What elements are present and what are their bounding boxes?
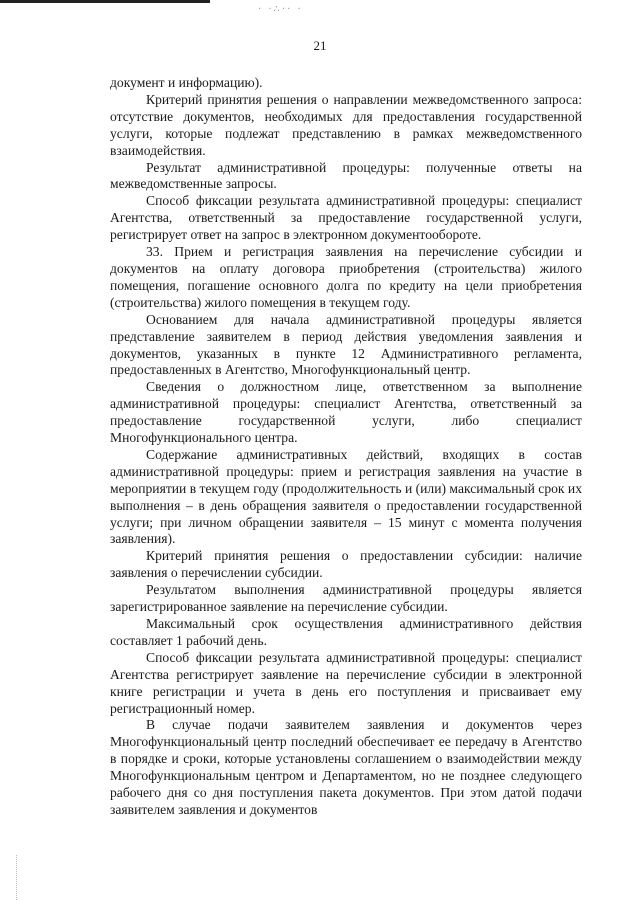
paragraph: Способ фиксации результата административной процедуры: специалист Агентства регистрирует заявление на перечисление субсидии в электронной книге регистрации и учета в день его поступления и присваивает ему регистрационный номер. — [110, 649, 582, 716]
paragraph: Максимальный срок осуществления административного действия составляет 1 рабочий день. — [110, 616, 582, 648]
paragraph: Результатом выполнения административной процедуры является зарегистрированное заявление на перечисление субсидии. — [110, 582, 582, 615]
paragraph: Сведения о должностном лице, ответственном за выполнение административной процедуры: специалист Агентства, ответственный за предоставление государственной услуги, либо специалист Многофункционального центра. — [110, 379, 582, 446]
scan-top-line — [0, 0, 210, 3]
paragraph: Критерий принятия решения о направлении межведомственного запроса: отсутствие документов, необходимых для предоставления государственной услуги, которые подлежат представлению в рамках межведомственного взаимодействия. — [110, 91, 582, 158]
paragraph: Результат административной процедуры: полученные ответы на межведомственные запросы. — [110, 159, 582, 192]
paragraph: Способ фиксации результата административной процедуры: специалист Агентства, ответственный за предоставление государственной услуги, регистрирует ответ на запрос в электронном документообороте. — [110, 193, 582, 243]
paragraph: Содержание административных действий, входящих в состав административной процедуры: прием и регистрация заявления на участие в мероприятии в текущем году (продолжительность и (или) максимальный срок их выполнения – в день обращения заявителя о предоставлении государственной услуги; при личном обращении заявителя – 15 минут с момента получения заявления). — [110, 446, 582, 547]
document-body — [110, 75, 582, 819]
paragraph: документ и информацию). — [110, 75, 263, 90]
scan-artifact-mark: · ·∴·· · — [258, 4, 303, 15]
paragraph: Основанием для начала административной процедуры является представление заявителем в период действия уведомления заявления и документов, указанных в пункте 12 Административного регламента, предоставленных в Агентство, Многофункциональный центр. — [110, 311, 582, 378]
paragraph: 33. Прием и регистрация заявления на перечисление субсидии и документов на оплату договора приобретения (строительства) жилого помещения, погашение основного долга по кредиту на цели приобретения (строительства) жилого помещения в текущем году. — [110, 244, 582, 310]
paragraph: Критерий принятия решения о предоставлении субсидии: наличие заявления о перечислении субсидии. — [110, 548, 582, 581]
scan-margin-dots — [16, 855, 18, 900]
page-number: 21 — [313, 38, 327, 53]
paragraph: В случае подачи заявителем заявления и документов через Многофункциональный центр последний обеспечивает ее передачу в Агентство в порядке и сроки, которые установлены соглашением о взаимодействии между Многофункциональным центром и Департаментом, но не позднее следующего рабочего дня со дня поступления пакета документов. При этом датой подачи заявителем заявления и документов — [110, 717, 582, 817]
